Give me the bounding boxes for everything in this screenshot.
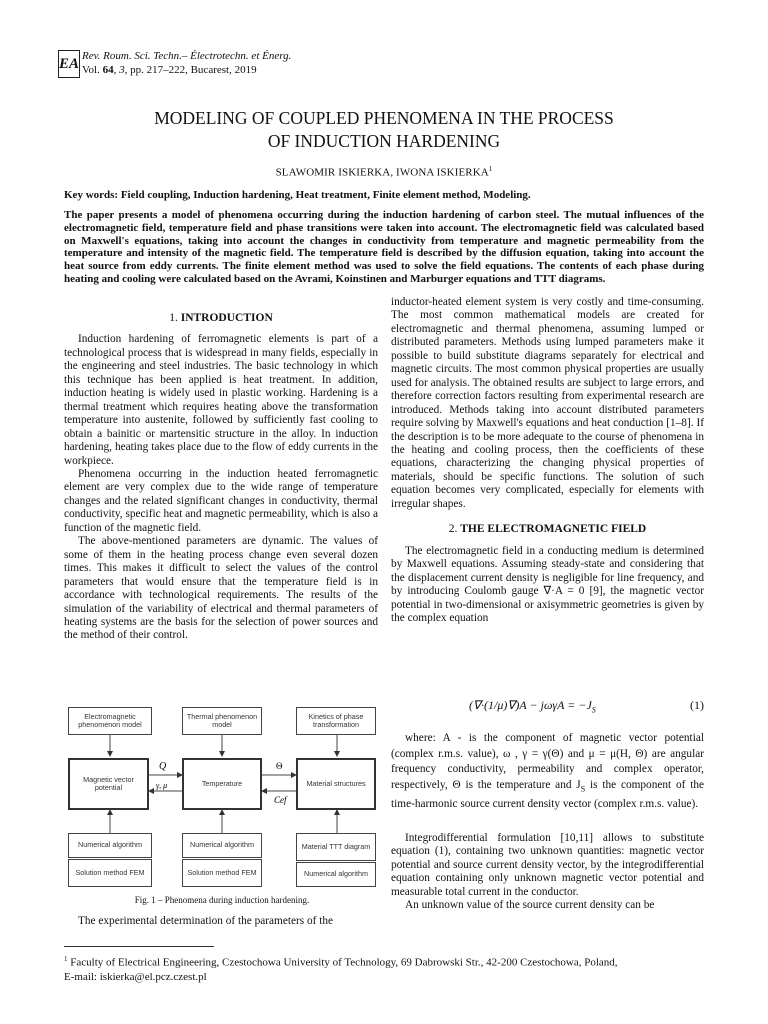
journal-name: Rev. Roum. Sci. Techn.– Électrotechn. et Énerg. [82, 50, 292, 62]
authors: SLAWOMIR ISKIERKA, IWONA ISKIERKA$^1$ [275, 165, 493, 179]
intro-paragraph-1: Induction hardening of ferromagnetic elements is part of a technological process that is widespread in many fields, especially in the engineering and steel industries. The basic technology in which this technique has been applied is heat treatment. In addition, induction heating is widely used in plastic working. Hardening is a thermal treatment which requires heating above the transformation temperature into austenite, followed by sufficiently fast cooling to obtain a bainitic or martensitic structure in the alloy. In induction hardening, heating takes place due to the flow of eddy currents in the workpiece. [64, 333, 378, 467]
gamma-mu-label: γ, μ [156, 781, 168, 790]
material-box: Material structures [296, 758, 376, 810]
num-alg-box-2: Numerical algorithm [182, 833, 262, 858]
intro-paragraph-2: Phenomena occurring in the induction heated ferromagnetic element are very complex due to the wide range of temperature changes and the related significant changes in conductivity, thermal conductivity, specific heat and magnetic permeability, which is also a function of the magnetic field. [64, 467, 378, 534]
thermal-model-box: Thermal phenomenon model [182, 707, 262, 735]
figure-1-diagram [64, 703, 380, 893]
paper-title: MODELING OF COUPLED PHENOMENA IN THE PROCESS OF INDUCTION HARDENING [154, 108, 614, 151]
equation-body: $(\nabla\cdot(1/\mu)\nabla)A - j\omega\gamma A = -J_S$ [469, 698, 596, 715]
intro-paragraph-3: The above-mentioned parameters are dynamic. The values of some of them in the heating process change even several dozen times. This makes it difficult to select the values of the control parameters that would ensure that the temperature field is in accordance with technological requirements. The results of the simulation of the variability of electrical and thermal parameters of heating systems are the basis for the selection of power sources and the method of their control. [64, 535, 378, 642]
where-block [391, 731, 704, 812]
cef-label: Cef [274, 795, 287, 805]
fem-box-2: Solution method FEM [182, 859, 262, 887]
journal-header [82, 49, 291, 77]
num-alg-box-1: Numerical algorithm [68, 833, 152, 858]
theta-label: Θ [276, 761, 283, 771]
q-label: Q [159, 761, 167, 772]
left-column [64, 312, 378, 643]
journal-logo: EA [58, 50, 80, 78]
footnote: $^1$ Faculty of Electrical Engineering, Czestochowa University of Technology, 69 Dabrowski Str., 42-200 Czestochowa, Poland, E-mail: iskierka@el.pcz.czest.pl [64, 955, 618, 983]
fem-box-1: Solution method FEM [68, 859, 152, 887]
right-column [391, 296, 704, 625]
keywords: Key words: Field coupling, Induction hardening, Heat treatment, Finite element method, Modeling. [64, 189, 531, 201]
ttt-box: Material TTT diagram [296, 833, 376, 861]
kinetics-box: Kinetics of phase transformation [296, 707, 376, 735]
em-paragraph-1: The electromagnetic field in a conducting medium is determined by Maxwell equations. Assuming steady-state and considering that the displacement current density is negligible for line frequency, and by introducing Coulomb gauge ∇·A = 0 [9], the magnetic vector potential in two-dimensional or axisymmetric geometries is given by the complex equation [391, 544, 704, 624]
footnote-rule [64, 946, 214, 947]
section-2-heading: 2. THE ELECTROMAGNETIC FIELD [448, 523, 647, 536]
num-alg-box-3: Numerical algorithm [296, 862, 376, 887]
right-paragraph-1: inductor-heated element system is very costly and time-consuming. The most common mathematical models are created for electromagnetic and thermal phenomena, assuming lumped or distributed parameters. Methods using lumped parameters make it possible to build substitute diagrams separately for electrical and magnetic circuits. The most common physical properties are usually used for analysis. The obtained results are subject to large errors, and therefore correction factors resulting from experimental research are introduced. Methods taking into account distributed parameters require solving by Maxwell's equations and heat conduction [1–8]. If the description is to be more adequate to the course of phenomena in the heating and cooling process, then the coefficients of these equations, characterizing the changing physical properties of materials, should be specific functions. The solution of such equation becomes very complicated, especially for elements with irregular shapes. [391, 296, 704, 510]
unknown-paragraph: An unknown value of the source current density can be [405, 899, 655, 912]
abstract: The paper presents a model of phenomena occurring during the induction hardening of carbon steel. The mutual influences of the electromagnetic field, temperature field and phase transitions were taken into account. The electromagnetic field was calculated based on Maxwell's equations, taking into account the changes in conductivity from temperature and magnetic permeability from the temperature and intensity of the magnetic field. The temperature field is described by the diffusion equation, taking into account the heat source from eddy currents. The finite element method was used to solve the field equations. The contents of each phase during heating and cooling were calculated based on the Avrami, Koinstinen and Marburger equations and TTT diagrams. [64, 209, 704, 285]
temperature-box: Temperature [182, 758, 262, 810]
journal-volume: Vol. 64, 3, pp. 217–222, Bucarest, 2019 [82, 64, 257, 76]
equation-number: (1) [690, 698, 704, 712]
right-column-bottom [391, 832, 704, 913]
integro-paragraph: Integrodifferential formulation [10,11] allows to substitute equation (1), containing two unknown quantities: magnetic vector potential and source current density vector, by the integrodifferential equation containing only unknown magnetic vector potential and measurable total current in the conductor. [391, 832, 704, 898]
left-column-bottom: The experimental determination of the parameters of the [78, 915, 334, 927]
equation-1 [391, 692, 704, 722]
section-1-heading: 1. INTRODUCTION [169, 312, 273, 324]
where-paragraph: where: A - is the component of magnetic vector potential (complex r.m.s. value), ω , γ = γ(Θ) and μ = μ(H, Θ) are angular frequency conductivity, permeability and complex operator, respectively, Θ is the temperature and $J_S$ is the component of the time-harmonic source current density vector (complex r.m.s. value). [391, 732, 704, 810]
figure-caption: Fig. 1 – Phenomena during induction hardening. [134, 895, 310, 905]
mvp-box: Magnetic vector potential [68, 758, 149, 810]
em-model-box: Electromagnetic phenomenon model [68, 707, 152, 735]
